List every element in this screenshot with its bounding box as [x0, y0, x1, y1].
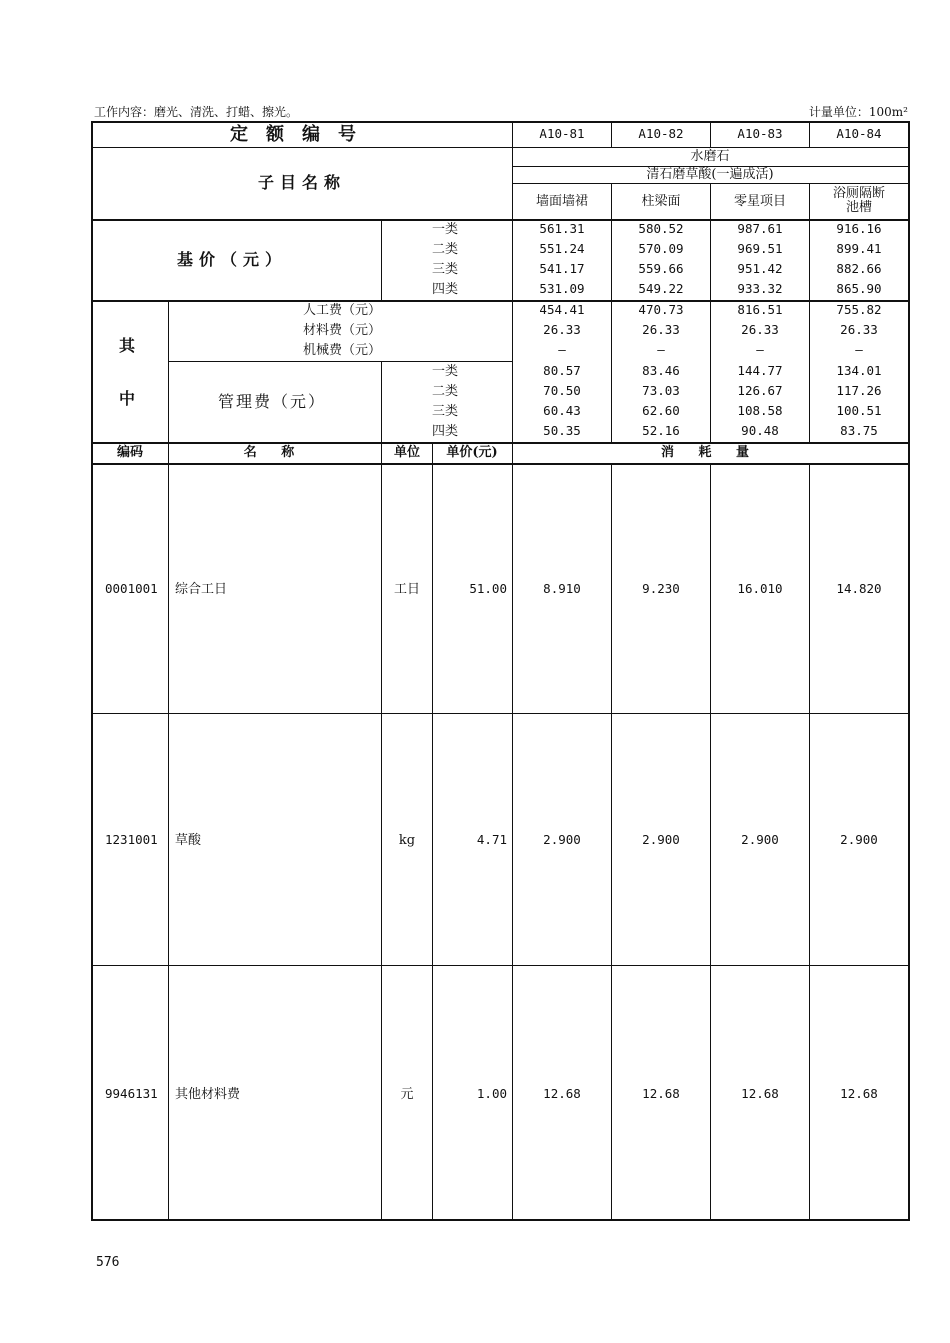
- class-label: 三类: [432, 404, 459, 419]
- consumption-value: 2.900: [741, 832, 779, 847]
- base-price: 541.17: [539, 261, 585, 276]
- base-price-label: 基价（元）: [176, 250, 288, 269]
- mgmt-value: 83.46: [642, 363, 680, 378]
- base-price: 899.41: [836, 241, 882, 256]
- item-name: 墙面墙裙: [535, 194, 589, 209]
- col-header-name: 名 称: [243, 445, 305, 460]
- quota-code: A10-83: [737, 126, 783, 141]
- material-name: 草酸: [175, 833, 202, 848]
- item-name: 零星项目: [733, 194, 787, 209]
- item-name-label: 子目名称: [257, 173, 347, 192]
- fee-value: 816.51: [737, 302, 783, 317]
- mgmt-value: 144.77: [737, 363, 783, 378]
- fee-value: 26.33: [642, 322, 680, 337]
- fee-label: 材料费（元）: [302, 323, 381, 338]
- among-label: 其: [118, 336, 142, 355]
- material-name: 其他材料费: [175, 1087, 241, 1102]
- class-label: 一类: [432, 364, 459, 379]
- base-price: 951.42: [737, 261, 783, 276]
- consumption-value: 16.010: [737, 581, 783, 596]
- consumption-value: 12.68: [642, 1086, 680, 1101]
- fee-value: 470.73: [638, 302, 684, 317]
- mgmt-value: 134.01: [836, 363, 882, 378]
- base-price: 580.52: [638, 221, 684, 236]
- fee-value: –: [558, 342, 566, 357]
- class-label: 一类: [432, 222, 459, 237]
- mgmt-value: 100.51: [836, 403, 882, 418]
- class-label: 二类: [432, 384, 459, 399]
- fee-value: 454.41: [539, 302, 585, 317]
- among-label: 中: [118, 389, 142, 408]
- mgmt-value: 50.35: [543, 423, 581, 438]
- base-price: 561.31: [539, 221, 585, 236]
- base-price: 551.24: [539, 241, 585, 256]
- item-name: 浴厕隔断池槽: [832, 186, 885, 215]
- base-price: 531.09: [539, 281, 585, 296]
- fee-value: –: [657, 342, 665, 357]
- fee-value: 26.33: [840, 322, 878, 337]
- consumption-value: 2.900: [840, 832, 878, 847]
- base-price: 969.51: [737, 241, 783, 256]
- consumption-value: 14.820: [836, 581, 882, 596]
- fee-label: 机械费（元）: [302, 343, 381, 358]
- mgmt-value: 117.26: [836, 383, 882, 398]
- consumption-value: 2.900: [642, 832, 680, 847]
- material-name: 综合工日: [175, 582, 228, 597]
- group-name: 水磨石: [690, 149, 730, 164]
- management-fee-label: 管理费（元）: [217, 392, 327, 411]
- base-price: 865.90: [836, 281, 882, 296]
- consumption-value: 2.900: [543, 832, 581, 847]
- col-header-price: 单价(元): [446, 445, 498, 460]
- class-label: 三类: [432, 262, 459, 277]
- work-content: 工作内容：磨光、清洗、打蜡、擦光。: [94, 105, 299, 119]
- mgmt-value: 126.67: [737, 383, 783, 398]
- subgroup-name: 清石磨草酸(一遍成活): [646, 167, 774, 182]
- base-price: 933.32: [737, 281, 783, 296]
- mgmt-value: 52.16: [642, 423, 680, 438]
- fee-value: 26.33: [543, 322, 581, 337]
- material-price: 51.00: [469, 581, 507, 596]
- mgmt-value: 108.58: [737, 403, 783, 418]
- material-price: 4.71: [476, 832, 507, 847]
- mgmt-value: 83.75: [840, 423, 878, 438]
- mgmt-value: 62.60: [642, 403, 680, 418]
- material-code: 0001001: [105, 581, 158, 596]
- mgmt-value: 60.43: [543, 403, 581, 418]
- base-price: 549.22: [638, 281, 684, 296]
- mgmt-value: 80.57: [543, 363, 581, 378]
- fee-value: 755.82: [836, 302, 882, 317]
- base-price: 882.66: [836, 261, 882, 276]
- base-price: 570.09: [638, 241, 684, 256]
- class-label: 四类: [432, 282, 459, 297]
- col-header-consumption: 消 耗 量: [660, 445, 760, 460]
- fee-value: –: [756, 342, 764, 357]
- fee-label: 人工费（元）: [302, 303, 381, 318]
- mgmt-value: 73.03: [642, 383, 680, 398]
- consumption-value: 8.910: [543, 581, 581, 596]
- class-label: 四类: [432, 424, 459, 439]
- page-number: 576: [96, 1255, 120, 1270]
- quota-code: A10-82: [638, 126, 684, 141]
- mgmt-value: 90.48: [741, 423, 779, 438]
- material-code: 9946131: [105, 1086, 158, 1101]
- fee-value: –: [855, 342, 863, 357]
- quota-code: A10-84: [836, 126, 882, 141]
- base-price: 987.61: [737, 221, 783, 236]
- col-header-unit: 单位: [393, 445, 421, 460]
- material-unit: 工日: [393, 582, 421, 597]
- material-unit: 元: [400, 1087, 414, 1102]
- item-name: 柱梁面: [641, 194, 681, 209]
- consumption-value: 12.68: [543, 1086, 581, 1101]
- material-unit: kg: [398, 833, 416, 848]
- measurement-unit: 计量单位：100m²: [808, 105, 908, 119]
- quota-number-label: 定额编号: [230, 124, 374, 145]
- mgmt-value: 70.50: [543, 383, 581, 398]
- col-header-code: 编码: [116, 445, 144, 460]
- class-label: 二类: [432, 242, 459, 257]
- consumption-value: 9.230: [642, 581, 680, 596]
- consumption-value: 12.68: [840, 1086, 878, 1101]
- fee-value: 26.33: [741, 322, 779, 337]
- material-code: 1231001: [105, 832, 158, 847]
- material-price: 1.00: [476, 1086, 507, 1101]
- consumption-value: 12.68: [741, 1086, 779, 1101]
- quota-code: A10-81: [539, 126, 585, 141]
- base-price: 559.66: [638, 261, 684, 276]
- base-price: 916.16: [836, 221, 882, 236]
